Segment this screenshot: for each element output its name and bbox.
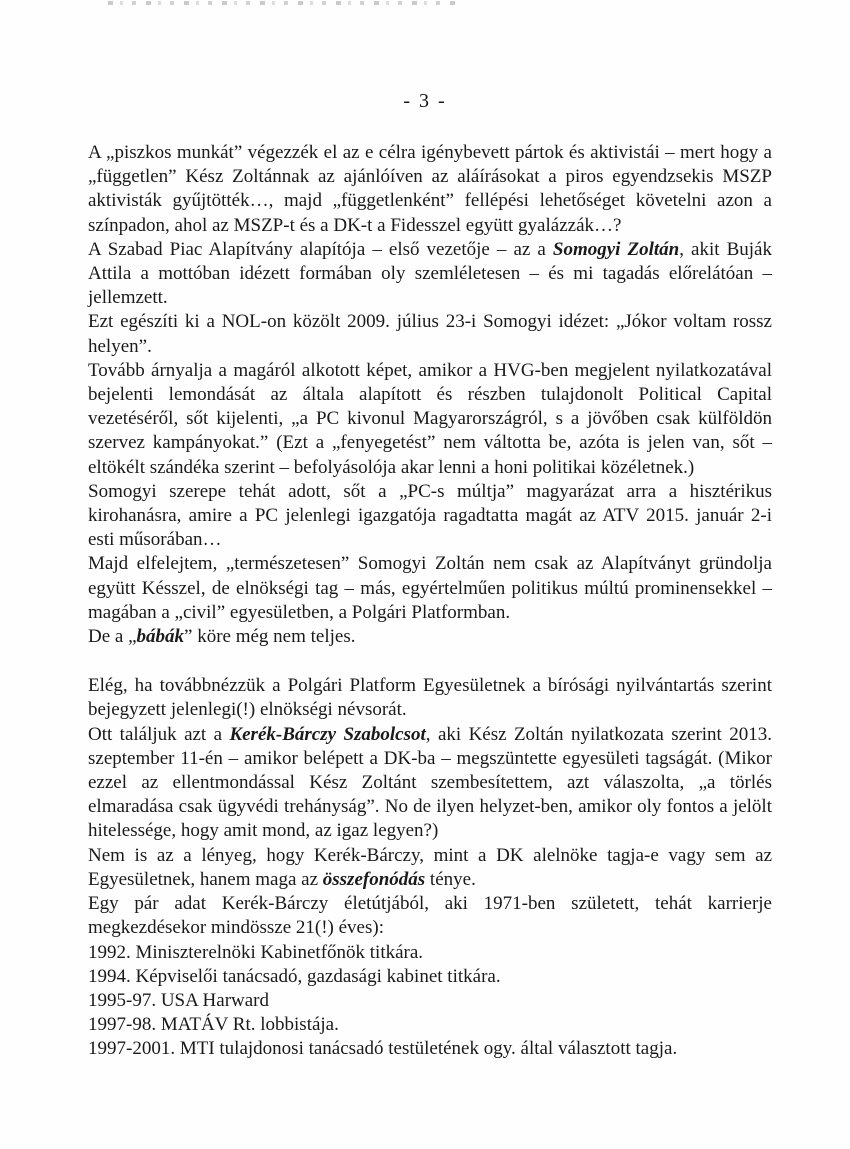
- text-run: ” köre még nem teljes.: [184, 626, 356, 648]
- text-run: , akit Buják Attila a mottóban idézett formában oly szemléletesen – és mi tagadás előrelátóan – jellemzett.: [88, 238, 772, 309]
- paragraph: [88, 723, 772, 844]
- text-run: Nem is az a lényeg, hogy Kerék-Bárczy, mint a DK alelnöke tagja-e vagy sem az Egyesületnek, hanem maga az: [88, 844, 772, 890]
- text-run: 1997-2001. MTI tulajdonosi tanácsadó testületének ogy. által választott tagja.: [88, 1038, 678, 1060]
- paragraph: [88, 310, 772, 358]
- text-run: Tovább árnyalja a magáról alkotott képet, amikor a HVG-ben megjelent nyilatkozatával bejelenti lemondását az általa alapított és részben tulajdonolt Political Capital vezetéséről, sőt kijelenti, „a PC kivonul Magyarországról, s a jövőben csak külföldön szervez kampányokat.” (Ezt a „fenyegetést” nem váltotta be, azóta is jelen van, sőt – eltökélt szándéka szerint – befolyásolója akar lenni a honi politikai közéletnek.): [88, 359, 772, 478]
- emphasized-text: bábák: [136, 626, 185, 648]
- paragraph: [88, 989, 772, 1013]
- emphasized-text: Kerék-Bárczy Szabolcsot: [229, 723, 426, 745]
- paragraph: [88, 359, 772, 480]
- text-run: 1992. Miniszterelnöki Kabinetfőnök titkára.: [88, 941, 424, 963]
- text-run: 1997-98. MATÁV Rt. lobbistája.: [88, 1014, 339, 1036]
- paragraph: [88, 941, 772, 965]
- paragraph: [88, 965, 772, 989]
- text-run: Ezt egészíti ki a NOL-on közölt 2009. július 23-i Somogyi idézet: „Jókor voltam rossz helyen”.: [88, 311, 772, 357]
- text-run: Somogyi szerepe tehát adott, sőt a „PC-s múltja” magyarázat arra a hisztérikus kirohanásra, amire a PC jelenlegi igazgatója ragadtatta magát az ATV 2015. január 2-i esti műsorában…: [88, 480, 772, 551]
- text-run: Egy pár adat Kerék-Bárczy életútjából, aki 1971-ben született, tehát karrierje megkezdésekor mindössze 21(!) éves):: [88, 893, 772, 939]
- emphasized-text: összefonódás: [322, 868, 426, 890]
- text-run: Majd elfelejtem, „természetesen” Somogyi Zoltán nem csak az Alapítványt gründolja együtt Késszel, de elnökségi tag – más, egyértelműen politikus múltú prominensekkel – magában a „civil” egyesületben, a Polgári Platformban.: [88, 553, 772, 623]
- page-number: - 3 -: [403, 90, 447, 112]
- paragraph: [88, 1037, 772, 1061]
- paragraph: [88, 674, 772, 722]
- document-body: [88, 141, 772, 1062]
- paragraph: [88, 1013, 772, 1037]
- text-run: , aki Kész Zoltán nyilatkozata szerint 2013. szeptember 11-én – amikor belépett a DK-ba – megszüntette egyesületi tagságát. (Mikor ezzel az ellentmondással Kész Zoltánt szembesítettem, azt válaszolta, „a törlés elmaradása csak ügyvédi trehányság”. No de ilyen helyzet-ben, amikor oly fontos a jelölt hitelessége, hogy amit mond, az igaz legyen?): [88, 723, 772, 842]
- paragraph: [88, 892, 772, 940]
- paragraph: [88, 552, 772, 625]
- paragraph: [88, 844, 772, 892]
- text-run: Elég, ha továbbnézzük a Polgári Platform Egyesületnek a bírósági nyilvántartás szerint bejegyzett jelenlegi(!) elnökségi névsorát.: [88, 675, 772, 721]
- emphasized-text: Somogyi Zoltán: [552, 238, 680, 260]
- paragraph: [88, 625, 772, 649]
- paragraph: [88, 480, 772, 553]
- text-run: De a „: [88, 626, 137, 648]
- text-run: 1994. Képviselői tanácsadó, gazdasági kabinet titkára.: [88, 965, 501, 987]
- text-run: Ott találjuk azt a: [88, 723, 230, 745]
- text-run: A „piszkos munkát” végezzék el az e célra igénybevett pártok és aktivistái – mert hogy a „független” Kész Zoltánnak az ajánlóíven az aláírásokat a piros egyendzsekis MSZP aktivisták gyűjtötték…, majd „függetlenként” fellépési lehetőséget követelni azon a színpadon, ahol az MSZP-t és a DK-t a Fidesszel együtt gyalázzák…?: [88, 142, 772, 236]
- text-run: 1995-97. USA Harward: [88, 989, 270, 1011]
- text-run: ténye.: [425, 868, 476, 890]
- text-run: A Szabad Piac Alapítvány alapítója – első vezetője – az a: [88, 238, 553, 260]
- paragraph: [88, 141, 772, 238]
- cut-off-text-artifact: [108, 1, 456, 5]
- paragraph: [88, 238, 772, 311]
